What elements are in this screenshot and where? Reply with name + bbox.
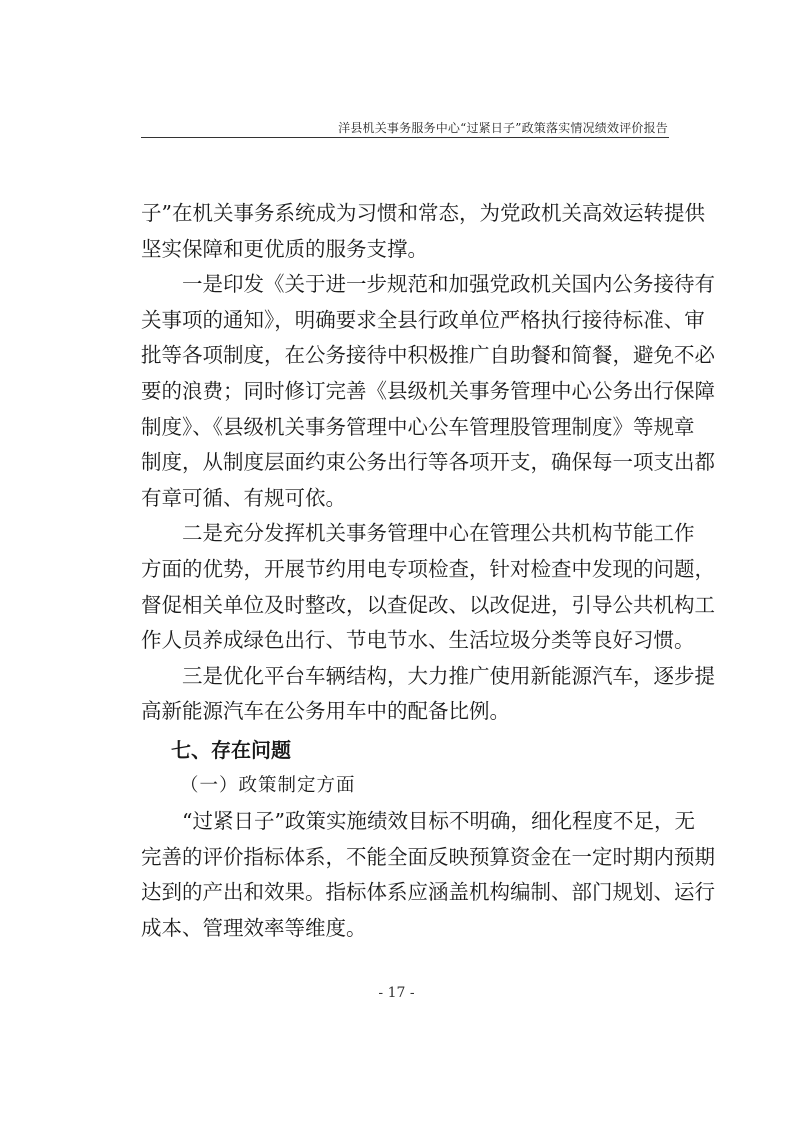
page-body: [141, 196, 715, 946]
body-line: 作人员养成绿色出行、节电节水、生活垃圾分类等良好习惯。: [141, 628, 695, 653]
body-line: 要的浪费；同时修订完善《县级机关事务管理中心公务出行保障: [141, 378, 715, 403]
body-line: 督促相关单位及时整改，以查促改、以改促进，引导公共机构工: [141, 592, 715, 617]
body-line: 坚实保障和更优质的服务支撑。: [141, 236, 428, 261]
running-header: 洋县机关事务服务中心“过紧日子”政策落实情况绩效评价报告: [338, 121, 668, 135]
body-line: 方面的优势，开展节约用电专项检查，针对检查中发现的问题，: [141, 556, 715, 581]
header-divider: [141, 137, 669, 138]
body-line: 批等各项制度，在公务接待中积极推广自助餐和简餐，避免不必: [141, 343, 715, 368]
body-line: “过紧日子”政策实施绩效目标不明确，细化程度不足，无: [141, 808, 695, 833]
section-heading: 七、存在问题: [171, 737, 291, 762]
body-line: 子”在机关事务系统成为习惯和常态，为党政机关高效运转提供: [141, 201, 705, 225]
body-line: 制度，从制度层面约束公务出行等各项开支，确保每一项支出都: [141, 450, 715, 475]
body-line: 关事项的通知》，明确要求全县行政单位严格执行接待标准、审: [141, 307, 705, 332]
body-line: 成本、管理效率等维度。: [141, 915, 367, 940]
body-line: 一是印发《关于进一步规范和加强党政机关国内公务接待有: [141, 272, 715, 297]
body-line: 完善的评价指标体系，不能全面反映预算资金在一定时期内预期: [141, 844, 715, 869]
body-line: 制度》、《县级机关事务管理中心公车管理股管理制度》等规章: [141, 414, 695, 439]
body-line: 二是充分发挥机关事务管理中心在管理公共机构节能工作: [141, 521, 695, 546]
subsection-heading: （一）政策制定方面: [180, 774, 356, 796]
body-line: 有章可循、有规可依。: [141, 485, 346, 510]
body-line: 三是优化平台车辆结构，大力推广使用新能源汽车，逐步提: [141, 663, 715, 688]
body-line: 高新能源汽车在公务用车中的配备比例。: [141, 699, 510, 724]
page-number: - 17 -: [378, 985, 415, 1001]
body-line: 达到的产出和效果。指标体系应涵盖机构编制、部门规划、运行: [141, 880, 715, 905]
